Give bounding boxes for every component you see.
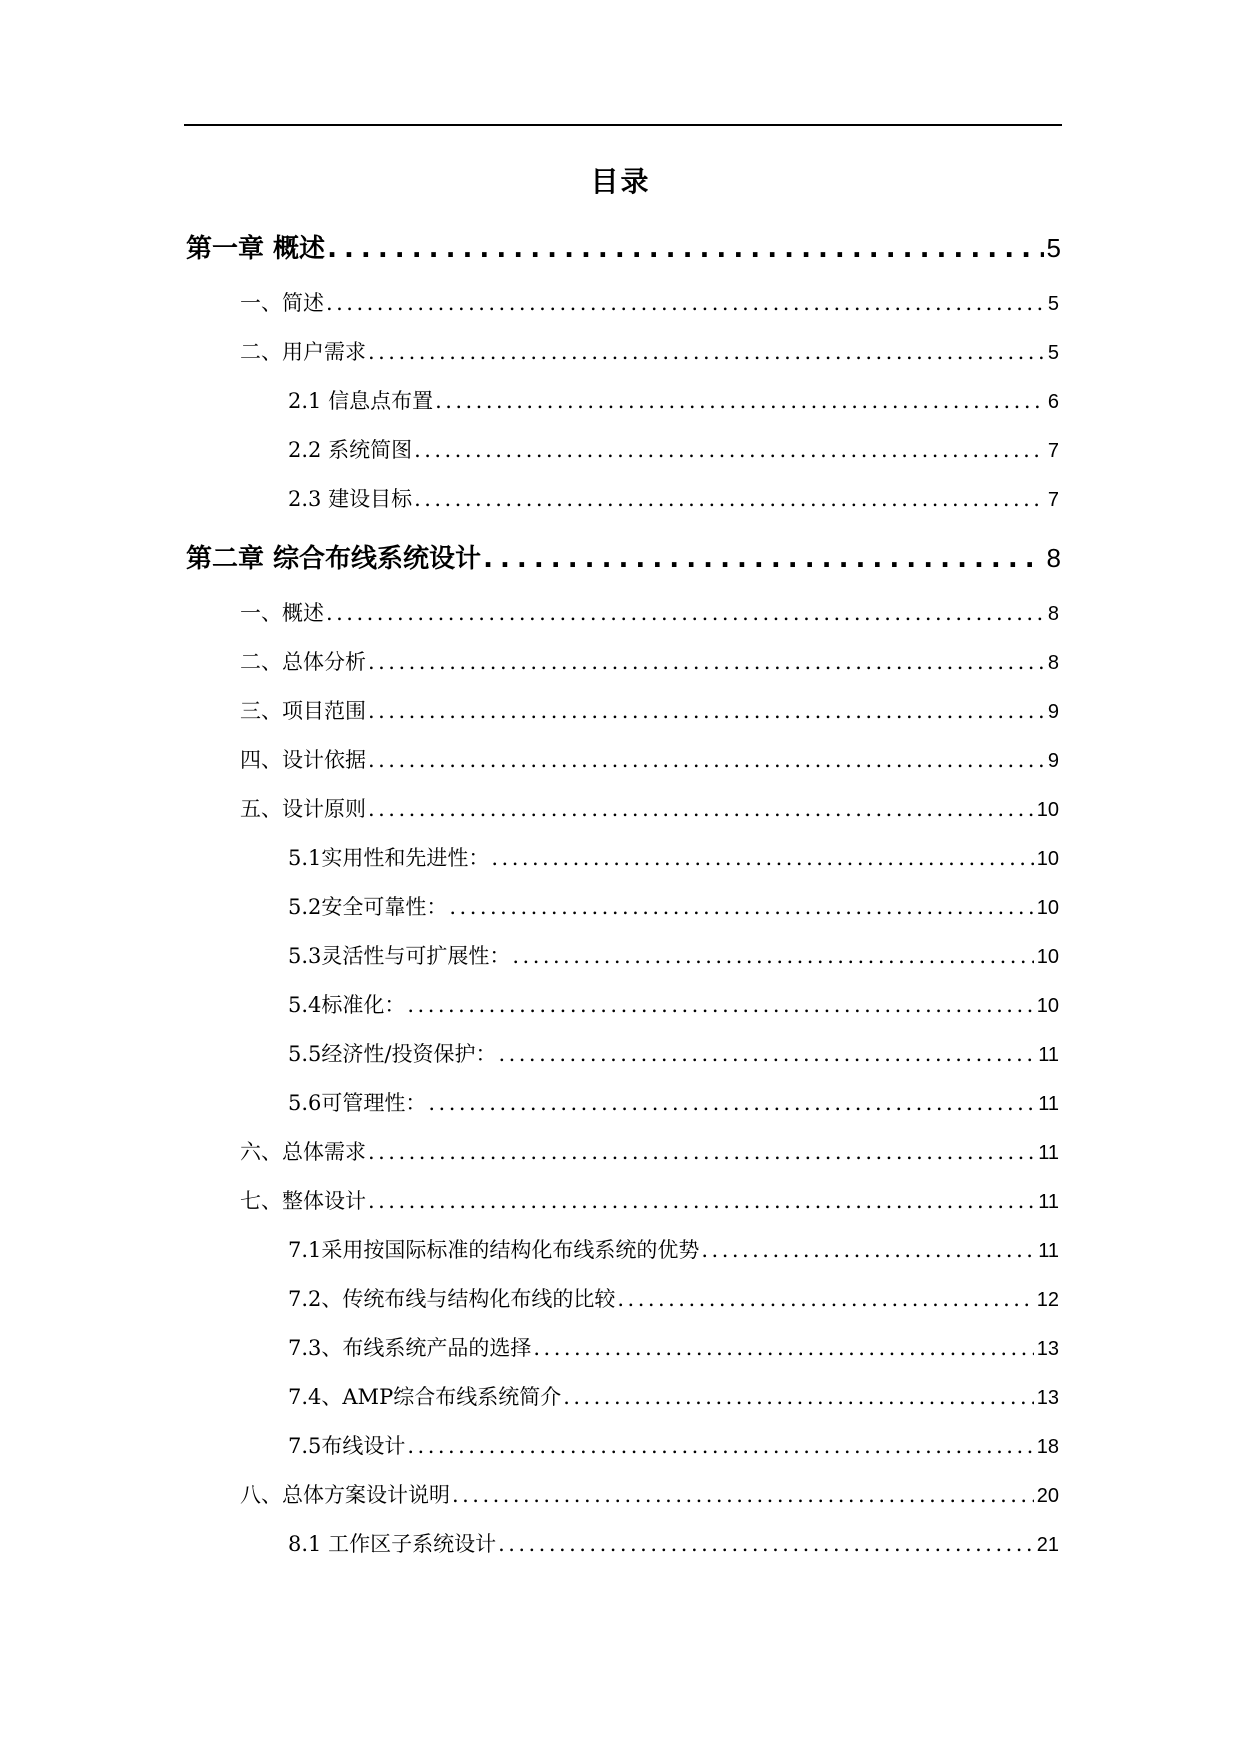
toc-leader-dots xyxy=(407,1434,1033,1458)
toc-entry-label: 二、总体分析 xyxy=(240,650,366,674)
toc-entry-subsection[interactable] xyxy=(288,1087,1059,1121)
toc-page-number: 9 xyxy=(1047,701,1059,723)
toc-page-number: 8 xyxy=(1046,543,1061,573)
toc-entry-subsection[interactable] xyxy=(288,1381,1059,1415)
toc-entry-section[interactable] xyxy=(240,1136,1059,1170)
toc-entry-label: 六、总体需求 xyxy=(240,1140,366,1164)
toc-entry-section[interactable] xyxy=(240,1185,1059,1219)
toc-entry-subsection[interactable] xyxy=(288,1283,1059,1317)
toc-entry-label: 5.2安全可靠性： xyxy=(288,895,448,919)
toc-entry-label: 7.2、传统布线与结构化布线的比较 xyxy=(288,1287,616,1311)
toc-page-number: 11 xyxy=(1038,1093,1059,1115)
toc-page-number: 7 xyxy=(1047,440,1059,462)
toc-leader-dots xyxy=(327,234,1043,264)
toc-leader-dots xyxy=(617,1287,1033,1311)
toc-leader-dots xyxy=(701,1238,1035,1262)
toc-leader-dots xyxy=(407,993,1033,1017)
toc-leader-dots xyxy=(368,340,1045,364)
toc-page-number: 6 xyxy=(1047,391,1059,413)
toc-page-number: 5 xyxy=(1047,342,1059,364)
toc-entry-subsection[interactable] xyxy=(288,1234,1059,1268)
toc-leader-dots xyxy=(368,699,1045,723)
toc-leader-dots xyxy=(414,487,1045,511)
toc-leader-dots xyxy=(483,544,1043,574)
toc-entry-section[interactable] xyxy=(240,793,1059,827)
toc-entry-label: 八、总体方案设计说明 xyxy=(240,1483,450,1507)
toc-page-number: 10 xyxy=(1036,995,1059,1017)
toc-entry-subsection[interactable] xyxy=(288,842,1059,876)
toc-page-number: 21 xyxy=(1036,1534,1059,1556)
toc-page-number: 11 xyxy=(1038,1044,1059,1066)
toc-entry-label: 第一章 概述 xyxy=(186,234,326,264)
toc-entry-subsection[interactable] xyxy=(288,1038,1059,1072)
toc-leader-dots xyxy=(368,797,1034,821)
toc-page-number: 18 xyxy=(1036,1436,1059,1458)
toc-page-number: 10 xyxy=(1036,799,1059,821)
toc-entry-label: 5.5经济性/投资保护： xyxy=(288,1042,497,1066)
toc-entry-label: 8.1 工作区子系统设计 xyxy=(288,1532,497,1556)
toc-entry-chapter[interactable] xyxy=(186,228,1061,276)
toc-leader-dots xyxy=(414,438,1045,462)
toc-entry-label: 2.2 系统简图 xyxy=(288,438,413,462)
toc-entry-label: 三、项目范围 xyxy=(240,699,366,723)
toc-leader-dots xyxy=(326,291,1045,315)
toc-page-number: 11 xyxy=(1038,1240,1059,1262)
toc-entry-section[interactable] xyxy=(240,1479,1059,1513)
toc-leader-dots xyxy=(428,1091,1035,1115)
toc-page-number: 10 xyxy=(1036,946,1059,968)
toc-page-number: 10 xyxy=(1036,897,1059,919)
toc-leader-dots xyxy=(368,1140,1035,1164)
toc-page-number: 9 xyxy=(1047,750,1059,772)
toc-entry-subsection[interactable] xyxy=(288,434,1059,468)
toc-entry-label: 五、设计原则 xyxy=(240,797,366,821)
toc-entry-subsection[interactable] xyxy=(288,1332,1059,1366)
toc-entry-label: 5.4标准化： xyxy=(288,993,406,1017)
toc-leader-dots xyxy=(368,650,1045,674)
toc-entry-label: 2.1 信息点布置 xyxy=(288,389,434,413)
toc-title: 目录 xyxy=(590,165,651,198)
toc-page-number: 5 xyxy=(1047,293,1059,315)
toc-entry-label: 7.3、布线系统产品的选择 xyxy=(288,1336,532,1360)
toc-page-number: 10 xyxy=(1036,848,1059,870)
toc-page-number: 20 xyxy=(1036,1485,1059,1507)
toc-entry-label: 四、设计依据 xyxy=(240,748,366,772)
toc-leader-dots xyxy=(533,1336,1033,1360)
toc-page-number: 7 xyxy=(1047,489,1059,511)
toc-entry-subsection[interactable] xyxy=(288,891,1059,925)
toc-entry-subsection[interactable] xyxy=(288,1430,1059,1464)
toc-entry-label: 5.3灵活性与可扩展性： xyxy=(288,944,511,968)
toc-entry-section[interactable] xyxy=(240,336,1059,370)
toc-entry-label: 一、简述 xyxy=(240,291,324,315)
toc-leader-dots xyxy=(368,1189,1035,1213)
toc-page-number: 13 xyxy=(1036,1387,1059,1409)
toc-page-number: 8 xyxy=(1047,603,1059,625)
toc-page-number: 13 xyxy=(1036,1338,1059,1360)
toc-leader-dots xyxy=(512,944,1033,968)
toc-entry-section[interactable] xyxy=(240,646,1059,680)
toc-leader-dots xyxy=(452,1483,1034,1507)
toc-page-number: 11 xyxy=(1038,1142,1059,1164)
toc-entry-label: 第二章 综合布线系统设计 xyxy=(186,544,482,574)
toc-entry-label: 7.5布线设计 xyxy=(288,1434,406,1458)
toc-entry-label: 一、概述 xyxy=(240,601,324,625)
toc-entry-section[interactable] xyxy=(240,744,1059,778)
toc-entry-label: 2.3 建设目标 xyxy=(288,487,413,511)
toc-page-number: 11 xyxy=(1038,1191,1059,1213)
toc-entry-section[interactable] xyxy=(240,287,1059,321)
toc-page-number: 12 xyxy=(1036,1289,1059,1311)
toc-entry-subsection[interactable] xyxy=(288,989,1059,1023)
toc-entry-label: 5.6可管理性： xyxy=(288,1091,427,1115)
toc-leader-dots xyxy=(449,895,1033,919)
toc-entry-subsection[interactable] xyxy=(288,483,1059,517)
toc-leader-dots xyxy=(498,1532,1034,1556)
toc-leader-dots xyxy=(563,1385,1034,1409)
toc-leader-dots xyxy=(435,389,1045,413)
toc-entry-section[interactable] xyxy=(240,695,1059,729)
toc-leader-dots xyxy=(326,601,1045,625)
toc-page-number: 8 xyxy=(1047,652,1059,674)
toc-entry-label: 二、用户需求 xyxy=(240,340,366,364)
toc-page-number: 5 xyxy=(1046,233,1061,263)
toc-leader-dots xyxy=(498,1042,1035,1066)
toc-entry-chapter[interactable] xyxy=(186,538,1061,586)
toc-entry-subsection[interactable] xyxy=(288,940,1059,974)
toc-entry-section[interactable] xyxy=(240,597,1059,631)
toc-leader-dots xyxy=(368,748,1045,772)
toc-entry-label: 7.1采用按国际标准的结构化布线系统的优势 xyxy=(288,1238,700,1262)
toc-entry-label: 七、整体设计 xyxy=(240,1189,366,1213)
toc-entry-subsection[interactable] xyxy=(288,1528,1059,1562)
toc-entry-subsection[interactable] xyxy=(288,385,1059,419)
toc-entry-label: 5.1实用性和先进性： xyxy=(288,846,490,870)
toc-entry-label: 7.4、AMP综合布线系统简介 xyxy=(288,1385,562,1409)
toc-leader-dots xyxy=(491,846,1033,870)
